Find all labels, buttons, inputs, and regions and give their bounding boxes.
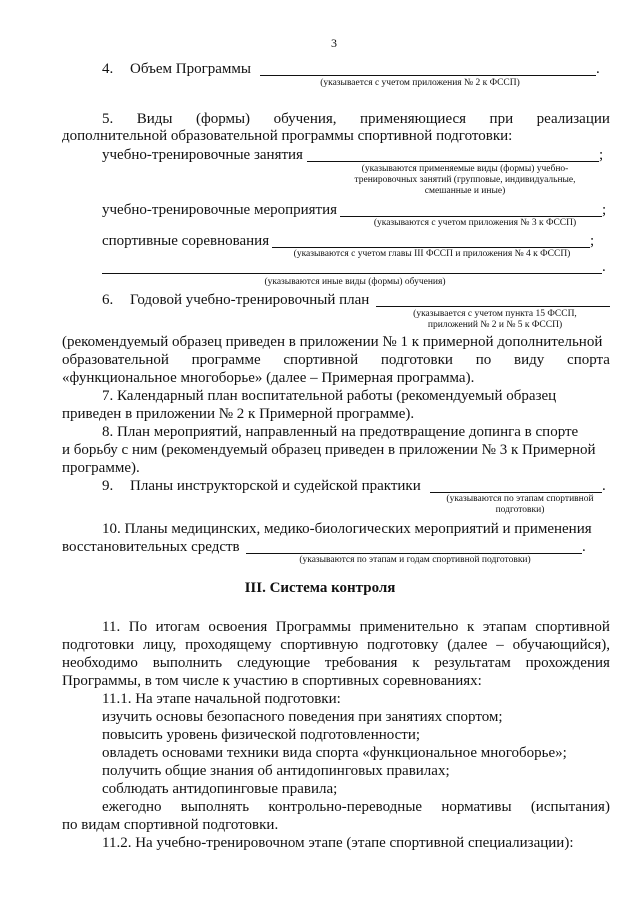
item4-fill-line [260, 75, 596, 76]
word: проходящему [185, 637, 272, 653]
item6-note-2: приложений № 2 и № 5 к ФССП) [427, 320, 563, 330]
requirement-item: соблюдать антидопинговые правила; [102, 781, 338, 797]
item10-note: (указываются по этапам и годам спортивной подготовки) [299, 555, 531, 565]
requirement-last-line2: по видам спортивной подготовки. [62, 817, 279, 833]
word: программе [191, 352, 261, 368]
word: следующие [236, 655, 311, 671]
word: обучающийся), [512, 637, 610, 653]
item11-line3 [62, 654, 610, 672]
word: освоения [208, 619, 268, 635]
item9-note-1: (указываются по этапам спортивной [446, 494, 594, 504]
word: требования [324, 655, 398, 671]
item11-sub1: 11.1. На этапе начальной подготовки: [102, 691, 341, 707]
competitions-fill-line [272, 247, 590, 248]
item6-note-1: (указывается с учетом пункта 15 ФССП, [413, 309, 577, 319]
training-note-3: смешанные и иные) [424, 186, 506, 196]
word: образовательной [62, 352, 169, 368]
word: результатам [434, 655, 511, 671]
item11-sub2: 11.2. На учебно-тренировочном этапе (этапе спортивной специализации): [102, 835, 574, 851]
word: лицу, [142, 637, 177, 653]
item10-label: восстановительных средств [62, 539, 240, 555]
word: контрольно-переводные [268, 799, 423, 815]
events-label: учебно-тренировочные мероприятия [102, 202, 338, 218]
word: этапам [482, 619, 527, 635]
events-fill-line [340, 216, 602, 217]
word: к [466, 619, 475, 635]
events-note: (указываются с учетом приложения № 3 к ФССП) [373, 218, 577, 228]
item4-number: 4. [102, 61, 114, 77]
requirement-last-line1 [102, 798, 610, 816]
word: итогам [155, 619, 200, 635]
item4-note: (указывается с учетом приложения № 2 к ФССП) [320, 78, 520, 88]
events-end: ; [602, 202, 607, 218]
word: спортивную [280, 637, 359, 653]
word: применяющиеся [360, 111, 467, 127]
item8-line2: и борьбу с ним (рекомендуемый образец приведен в приложении № 3 к Примерной [62, 442, 596, 458]
word: подготовки [380, 352, 453, 368]
other-note: (указываются иные виды (формы) обучения) [264, 277, 446, 287]
item8-line3: программе). [62, 460, 140, 476]
item9-end: . [602, 478, 606, 494]
item10-line1: 10. Планы медицинских, медико-биологических мероприятий и применения [102, 521, 592, 537]
training-end: ; [599, 147, 604, 163]
word: реализации [536, 111, 610, 127]
word: выполнять [180, 799, 250, 815]
word: ежегодно [102, 799, 162, 815]
item6-line4: «функциональное многоборье» (далее – Примерная программа). [62, 370, 475, 386]
word: виду [514, 352, 545, 368]
item11-line1 [102, 618, 610, 636]
item11-line2 [62, 636, 610, 654]
word: спорта [567, 352, 610, 368]
item6-fill-line [376, 306, 610, 307]
item6-line2: (рекомендуемый образец приведен в приложении № 1 к примерной дополнительной [62, 334, 603, 350]
item11-line4: Программы, в том числе к участию в спортивных соревнованиях: [62, 673, 482, 689]
item10-fill-line [246, 553, 582, 554]
item8-line1: 8. План мероприятий, направленный на предотвращение допинга в спорте [102, 424, 579, 440]
training-note-1: (указываются применяемые виды (формы) учебно- [361, 164, 569, 174]
word: По [128, 619, 148, 635]
item9-fill-line [430, 492, 602, 493]
item5-line1 [102, 110, 610, 128]
word: (испытания) [530, 799, 610, 815]
word: спортивной [283, 352, 359, 368]
word: при [489, 111, 514, 127]
other-fill-line [102, 273, 602, 274]
competitions-end: ; [590, 233, 595, 249]
item5-line2: дополнительной образовательной программы спортивной подготовки: [62, 128, 513, 144]
item9-number: 9. [102, 478, 114, 494]
item9-label: Планы инструкторской и судейской практики [130, 478, 421, 494]
competitions-note: (указываются с учетом главы III ФССП и приложения № 4 к ФССП) [293, 249, 571, 259]
item7-line2: приведен в приложении № 2 к Примерной программе). [62, 406, 415, 422]
requirement-item: овладеть основами техники вида спорта «функциональное многоборье»; [102, 745, 567, 761]
training-note-2: тренировочных занятий (групповые, индивидуальные, [354, 175, 576, 185]
item7-line1: 7. Календарный план воспитательной работы (рекомендуемый образец [102, 388, 557, 404]
item6-label: Годовой учебно-тренировочный план [130, 292, 370, 308]
word: спортивной [535, 619, 610, 635]
word: Виды [136, 111, 173, 127]
word: выполнить [152, 655, 223, 671]
training-fill-line [307, 161, 599, 162]
word: – [496, 637, 504, 653]
word: применительно [359, 619, 459, 635]
other-end: . [602, 259, 606, 275]
word: нормативы [441, 799, 512, 815]
item6-number: 6. [102, 292, 114, 308]
training-label: учебно-тренировочные занятия [102, 147, 303, 163]
item6-line3 [62, 351, 610, 369]
requirement-item: изучить основы безопасного поведения при занятиях спортом; [102, 709, 503, 725]
word: подготовки [62, 637, 135, 653]
word: (далее [447, 637, 488, 653]
competitions-label: спортивные соревнования [102, 233, 270, 249]
word: по [475, 352, 492, 368]
requirement-item: получить общие знания об антидопинговых правилах; [102, 763, 450, 779]
page-number: 3 [331, 36, 337, 50]
item9-note-2: подготовки) [495, 505, 545, 515]
item4-end: . [596, 61, 600, 77]
section-heading: III. Система контроля [244, 580, 396, 596]
word: обучения, [273, 111, 337, 127]
word: (формы) [196, 111, 251, 127]
item4-label: Объем Программы [130, 61, 251, 77]
word: Программы [275, 619, 352, 635]
word: подготовку [367, 637, 439, 653]
word: 11. [102, 619, 121, 635]
word: к [412, 655, 420, 671]
word: 5. [102, 111, 114, 127]
requirement-item: повысить уровень физической подготовленности; [102, 727, 421, 743]
item10-end: . [582, 539, 586, 555]
word: прохождения [525, 655, 610, 671]
word: необходимо [62, 655, 138, 671]
